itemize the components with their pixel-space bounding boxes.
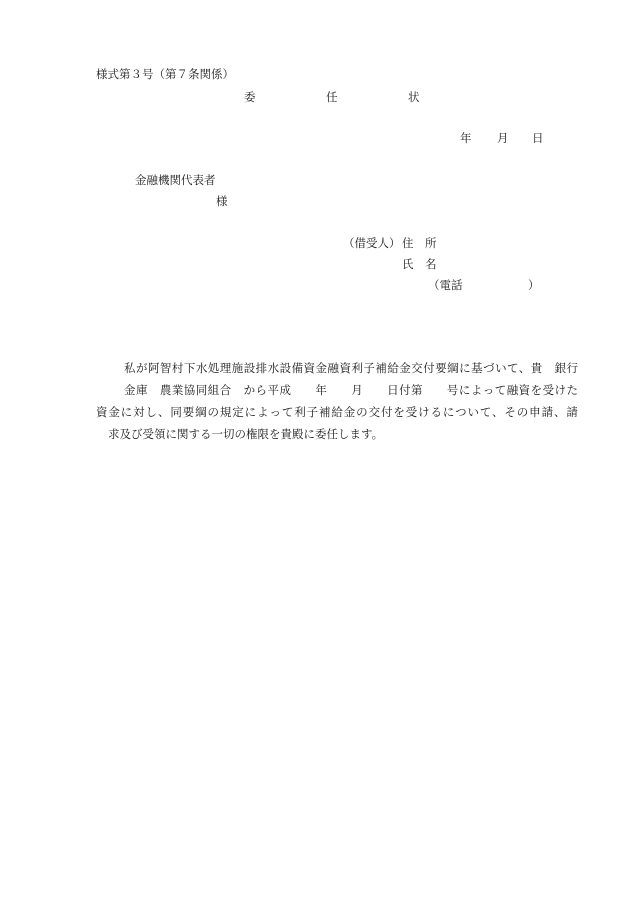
title-char-1: 委 [244,90,256,104]
date-year: 年 [460,131,472,145]
borrower-name-label: 氏 名 [402,257,437,271]
date-day: 日 [532,131,544,145]
borrower-address-label: 住 所 [402,236,437,250]
borrower-phone-close: ） [528,278,540,292]
title-char-2: 任 [326,90,338,104]
recipient-honorific: 様 [216,194,228,208]
borrower-phone-open: （電話 [428,278,463,292]
date-month: 月 [497,131,509,145]
recipient-organization: 金融機関代表者 [135,173,216,187]
body-line-4: 求及び受領に関する一切の権限を貴殿に委任します。 [108,427,384,441]
borrower-role: （借受人） [343,236,401,250]
form-number: 様式第３号（第７条関係） [96,67,234,81]
body-line-1: 私が阿智村下水処理施設排水設備資金融資利子補給金交付要綱に基づいて、貴 銀行 [124,361,579,375]
body-line-2: 金庫 農業協同組合 から平成 年 月 日付第 号によって融資を受けた [124,383,579,397]
title-char-3: 状 [408,90,420,104]
body-line-3: 資金に対し、同要綱の規定によって利子補給金の交付を受けるについて、その申請、請 [96,405,579,419]
